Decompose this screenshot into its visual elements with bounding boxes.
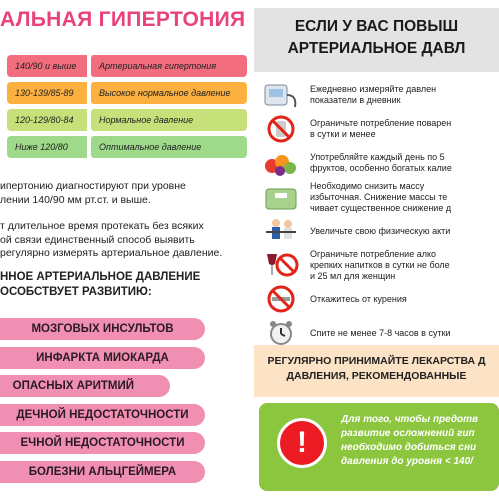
bp-row <box>7 55 247 77</box>
risk-item: ДЕЧНОЙ НЕДОСТАТОЧНОСТИ <box>0 404 205 426</box>
alert-line: давления до уровня < 140/ <box>341 456 473 467</box>
heading-line: АРТЕРИАЛЬНОЕ ДАВЛ <box>287 40 466 57</box>
medication-band <box>254 345 499 397</box>
detection-paragraph <box>0 220 250 261</box>
scale-icon <box>262 182 300 212</box>
no-salt-icon <box>262 114 300 144</box>
tip-item <box>262 180 499 214</box>
tip-line: фруктов, особенно богатых калие <box>310 163 452 173</box>
exclamation-icon <box>277 418 327 468</box>
paragraph-line: регулярно измерять артериальное давление. <box>0 247 223 259</box>
risk-item: ОПАСНЫХ АРИТМИЙ <box>0 375 170 397</box>
alarm-clock-icon <box>262 318 300 348</box>
bp-row <box>7 136 247 158</box>
alert-line: Для того, чтобы предотв <box>341 414 479 425</box>
heading-line: ННОЕ АРТЕРИАЛЬНОЕ ДАВЛЕНИЕ <box>0 271 201 283</box>
bp-row <box>7 82 247 104</box>
exclamation-mark: ! <box>297 426 307 459</box>
risk-item: БОЛЕЗНИ АЛЬЦГЕЙМЕРА <box>0 461 205 483</box>
bp-category: Нормальное давление <box>91 109 247 131</box>
risk-item: МОЗГОВЫХ ИНСУЛЬТОВ <box>0 318 205 340</box>
tip-item <box>262 112 499 146</box>
tip-line: показатели в дневник <box>310 95 401 105</box>
tip-item <box>262 248 499 282</box>
tip-line: и 25 мл для женщин <box>310 270 396 281</box>
tip-line: крепких напитков в сутки не боле <box>310 259 450 270</box>
tip-line: в сутки и менее <box>310 129 376 139</box>
tonometer-icon <box>262 80 300 110</box>
tip-line: Ежедневно измеряйте давлен <box>310 84 437 94</box>
tips-list <box>262 78 499 350</box>
bp-category: Оптимальное давление <box>91 136 247 158</box>
heading-line: ЕСЛИ У ВАС ПОВЫШ <box>294 18 459 35</box>
tip-line: Откажитесь от курения <box>310 293 407 304</box>
paragraph-line: ой связи единственный способ выявить <box>0 233 195 246</box>
no-alcohol-icon <box>262 250 300 280</box>
paragraph-line: лении 140/90 мм рт.ст. и выше. <box>0 193 151 206</box>
tip-line: Необходимо снизить массу <box>310 180 425 191</box>
paragraph-line: т длительное время протекать без всяких <box>0 220 204 232</box>
right-panel <box>254 0 499 499</box>
band-line: РЕГУЛЯРНО ПРИНИМАЙТЕ ЛЕКАРСТВА Д <box>267 355 486 367</box>
no-smoking-icon <box>262 284 300 314</box>
target-alert-box <box>259 403 499 491</box>
tip-line: Увеличьте свою физическую акти <box>310 225 451 236</box>
risk-item: ИНФАРКТА МИОКАРДА <box>0 347 205 369</box>
alert-line: необходимо добиться сни <box>341 442 477 453</box>
bp-category: Артериальная гипертония <box>91 55 247 77</box>
diagnosis-paragraph <box>0 180 250 207</box>
bp-value: 140/90 и выше <box>7 55 87 77</box>
alert-line: развитие осложнений гип <box>341 428 475 439</box>
fruits-icon <box>262 148 300 178</box>
recommendations-heading <box>254 8 499 72</box>
heading-line: ОСОБСТВУЕТ РАЗВИТИЮ: <box>0 286 152 298</box>
bp-row <box>7 109 247 131</box>
tip-line: чивает существенное снижение д <box>310 202 452 213</box>
risk-list <box>0 318 210 489</box>
risks-heading <box>0 270 250 300</box>
bp-value: 130-139/85-89 <box>7 82 87 104</box>
tip-line: Ограничьте потребление алко <box>310 248 437 259</box>
band-line: ДАВЛЕНИЯ, РЕКОМЕНДОВАННЫЕ <box>286 370 467 382</box>
bp-category: Высокое нормальное давление <box>91 82 247 104</box>
tip-item <box>262 282 499 316</box>
alert-text <box>341 413 499 469</box>
tip-item <box>262 78 499 112</box>
paragraph-line: ипертонию диагностируют при уровне <box>0 180 186 192</box>
tip-line: Ограничьте потребление поварен <box>310 118 452 128</box>
tip-line: Употребляйте каждый день по 5 <box>310 152 445 162</box>
exercise-icon <box>262 216 300 246</box>
bp-value: Ниже 120/80 <box>7 136 87 158</box>
tip-item <box>262 146 499 180</box>
tip-item <box>262 214 499 248</box>
risk-item: ЕЧНОЙ НЕДОСТАТОЧНОСТИ <box>0 432 205 454</box>
page-title: АЛЬНАЯ ГИПЕРТОНИЯ <box>0 8 246 31</box>
tip-line: Спите не менее 7-8 часов в сутки <box>310 327 451 338</box>
blood-pressure-table <box>7 55 247 163</box>
bp-value: 120-129/80-84 <box>7 109 87 131</box>
tip-line: избыточная. Снижение массы те <box>310 191 448 202</box>
